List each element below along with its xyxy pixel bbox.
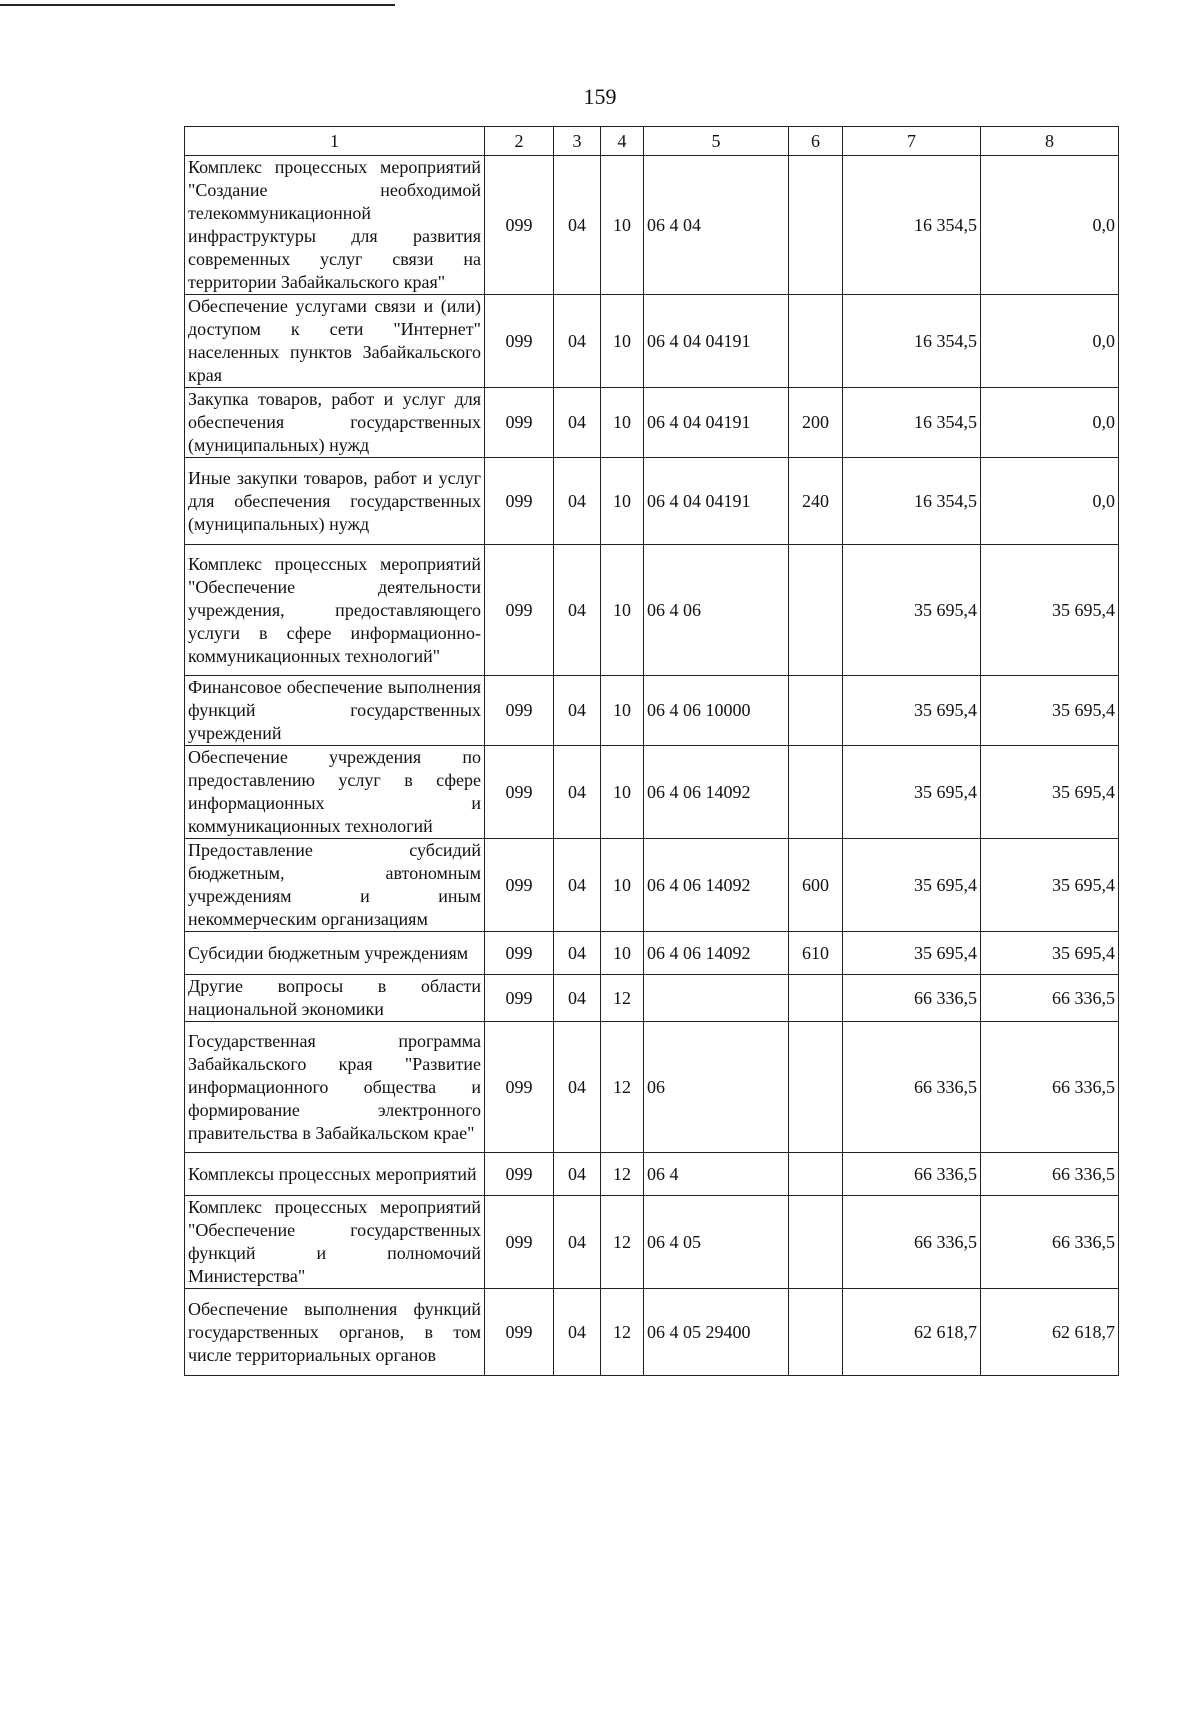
cell-amount-year-1: 16 354,5: [843, 295, 981, 388]
cell-target-article: 06 4 06: [644, 545, 789, 676]
cell-name: Комплексы процессных мероприятий: [185, 1153, 485, 1196]
table-row: [185, 676, 1119, 746]
cell-grbs: 099: [485, 388, 554, 458]
cell-grbs: 099: [485, 156, 554, 295]
table-row: [185, 932, 1119, 975]
cell-expense-type: [789, 1289, 843, 1376]
cell-name: Комплекс процессных мероприятий "Создание необходимой телекоммуникационной инфраструктуры для развития современных услуг связи на территории Забайкальского края": [185, 156, 485, 295]
cell-subsection: 10: [601, 545, 644, 676]
cell-target-article: 06 4 05 29400: [644, 1289, 789, 1376]
column-header: 4: [601, 127, 644, 156]
table-row: [185, 1153, 1119, 1196]
cell-section: 04: [554, 839, 601, 932]
cell-amount-year-2: 35 695,4: [981, 545, 1119, 676]
cell-section: 04: [554, 458, 601, 545]
cell-target-article: 06 4 04 04191: [644, 458, 789, 545]
cell-expense-type: [789, 295, 843, 388]
table-row: [185, 545, 1119, 676]
cell-amount-year-1: 35 695,4: [843, 932, 981, 975]
cell-expense-type: 610: [789, 932, 843, 975]
cell-target-article: 06: [644, 1022, 789, 1153]
cell-target-article: 06 4 05: [644, 1196, 789, 1289]
cell-target-article: 06 4 06 14092: [644, 932, 789, 975]
cell-amount-year-1: 16 354,5: [843, 458, 981, 545]
cell-subsection: 12: [601, 1153, 644, 1196]
cell-grbs: 099: [485, 932, 554, 975]
cell-section: 04: [554, 975, 601, 1022]
cell-subsection: 10: [601, 295, 644, 388]
cell-section: 04: [554, 676, 601, 746]
page-number: 159: [583, 84, 617, 109]
column-header: 3: [554, 127, 601, 156]
cell-amount-year-1: 62 618,7: [843, 1289, 981, 1376]
column-header: 7: [843, 127, 981, 156]
cell-section: 04: [554, 932, 601, 975]
cell-expense-type: [789, 1196, 843, 1289]
cell-amount-year-1: 66 336,5: [843, 1153, 981, 1196]
table-row: [185, 746, 1119, 839]
cell-subsection: 10: [601, 388, 644, 458]
cell-target-article: 06 4 06 14092: [644, 839, 789, 932]
cell-amount-year-2: 66 336,5: [981, 1153, 1119, 1196]
cell-grbs: 099: [485, 545, 554, 676]
table-row: [185, 295, 1119, 388]
cell-subsection: 10: [601, 156, 644, 295]
cell-expense-type: [789, 156, 843, 295]
cell-grbs: 099: [485, 1196, 554, 1289]
cell-grbs: 099: [485, 975, 554, 1022]
cell-grbs: 099: [485, 839, 554, 932]
table-row: [185, 156, 1119, 295]
cell-target-article: 06 4 06 14092: [644, 746, 789, 839]
cell-amount-year-2: 35 695,4: [981, 932, 1119, 975]
cell-name: Иные закупки товаров, работ и услуг для обеспечения государственных (муниципальных) нужд: [185, 458, 485, 545]
cell-name: Обеспечение выполнения функций государственных органов, в том числе территориальных органов: [185, 1289, 485, 1376]
cell-section: 04: [554, 1196, 601, 1289]
cell-subsection: 12: [601, 1196, 644, 1289]
cell-expense-type: 600: [789, 839, 843, 932]
cell-expense-type: [789, 975, 843, 1022]
cell-name: Комплекс процессных мероприятий "Обеспечение деятельности учреждения, предоставляющего услуги в сфере информационно-коммуникационных технологий": [185, 545, 485, 676]
cell-target-article: 06 4 04 04191: [644, 388, 789, 458]
cell-amount-year-2: 66 336,5: [981, 1022, 1119, 1153]
table-row: [185, 839, 1119, 932]
cell-expense-type: [789, 545, 843, 676]
cell-subsection: 10: [601, 932, 644, 975]
cell-amount-year-2: 62 618,7: [981, 1289, 1119, 1376]
cell-amount-year-2: 0,0: [981, 458, 1119, 545]
cell-expense-type: [789, 676, 843, 746]
cell-expense-type: 200: [789, 388, 843, 458]
cell-name: Обеспечение учреждения по предоставлению услуг в сфере информационных и коммуникационных технологий: [185, 746, 485, 839]
cell-subsection: 12: [601, 1289, 644, 1376]
cell-amount-year-2: 0,0: [981, 388, 1119, 458]
table-row: [185, 458, 1119, 545]
cell-amount-year-1: 16 354,5: [843, 388, 981, 458]
cell-target-article: 06 4: [644, 1153, 789, 1196]
cell-subsection: 12: [601, 1022, 644, 1153]
cell-name: Финансовое обеспечение выполнения функций государственных учреждений: [185, 676, 485, 746]
cell-grbs: 099: [485, 1289, 554, 1376]
cell-grbs: 099: [485, 676, 554, 746]
cell-name: Закупка товаров, работ и услуг для обеспечения государственных (муниципальных) нужд: [185, 388, 485, 458]
cell-grbs: 099: [485, 746, 554, 839]
cell-section: 04: [554, 295, 601, 388]
cell-amount-year-1: 35 695,4: [843, 746, 981, 839]
top-rule: [0, 4, 395, 6]
cell-grbs: 099: [485, 1153, 554, 1196]
cell-amount-year-1: 16 354,5: [843, 156, 981, 295]
cell-name: Государственная программа Забайкальского края "Развитие информационного общества и формирование электронного правительства в Забайкальском крае": [185, 1022, 485, 1153]
cell-amount-year-2: 66 336,5: [981, 1196, 1119, 1289]
cell-amount-year-1: 66 336,5: [843, 975, 981, 1022]
cell-subsection: 12: [601, 975, 644, 1022]
cell-amount-year-1: 66 336,5: [843, 1022, 981, 1153]
cell-section: 04: [554, 1153, 601, 1196]
table-row: [185, 1022, 1119, 1153]
cell-section: 04: [554, 1022, 601, 1153]
column-header: 8: [981, 127, 1119, 156]
cell-amount-year-2: 0,0: [981, 156, 1119, 295]
cell-amount-year-1: 66 336,5: [843, 1196, 981, 1289]
cell-expense-type: [789, 1022, 843, 1153]
column-header: 5: [644, 127, 789, 156]
cell-amount-year-2: 0,0: [981, 295, 1119, 388]
table-row: [185, 975, 1119, 1022]
cell-section: 04: [554, 156, 601, 295]
cell-target-article: 06 4 04 04191: [644, 295, 789, 388]
table-header-row: [185, 127, 1119, 156]
cell-name: Субсидии бюджетным учреждениям: [185, 932, 485, 975]
cell-name: Другие вопросы в области национальной экономики: [185, 975, 485, 1022]
cell-target-article: 06 4 06 10000: [644, 676, 789, 746]
budget-table: [184, 126, 1119, 1376]
cell-amount-year-2: 35 695,4: [981, 676, 1119, 746]
cell-section: 04: [554, 1289, 601, 1376]
cell-expense-type: 240: [789, 458, 843, 545]
cell-amount-year-1: 35 695,4: [843, 839, 981, 932]
cell-section: 04: [554, 545, 601, 676]
cell-name: Предоставление субсидий бюджетным, автономным учреждениям и иным некоммерческим организациям: [185, 839, 485, 932]
cell-name: Обеспечение услугами связи и (или) доступом к сети "Интернет" населенных пунктов Забайкальского края: [185, 295, 485, 388]
cell-amount-year-2: 35 695,4: [981, 746, 1119, 839]
cell-section: 04: [554, 746, 601, 839]
cell-grbs: 099: [485, 1022, 554, 1153]
cell-expense-type: [789, 746, 843, 839]
cell-grbs: 099: [485, 295, 554, 388]
cell-amount-year-2: 35 695,4: [981, 839, 1119, 932]
cell-expense-type: [789, 1153, 843, 1196]
cell-target-article: [644, 975, 789, 1022]
cell-amount-year-1: 35 695,4: [843, 676, 981, 746]
cell-amount-year-2: 66 336,5: [981, 975, 1119, 1022]
cell-subsection: 10: [601, 676, 644, 746]
table-row: [185, 1289, 1119, 1376]
cell-subsection: 10: [601, 746, 644, 839]
cell-amount-year-1: 35 695,4: [843, 545, 981, 676]
table-row: [185, 1196, 1119, 1289]
column-header: 6: [789, 127, 843, 156]
cell-subsection: 10: [601, 839, 644, 932]
cell-name: Комплекс процессных мероприятий "Обеспечение государственных функций и полномочий Министерства": [185, 1196, 485, 1289]
table-body: [185, 156, 1119, 1376]
table-row: [185, 388, 1119, 458]
cell-target-article: 06 4 04: [644, 156, 789, 295]
column-header: 2: [485, 127, 554, 156]
cell-section: 04: [554, 388, 601, 458]
cell-subsection: 10: [601, 458, 644, 545]
column-header: 1: [185, 127, 485, 156]
cell-grbs: 099: [485, 458, 554, 545]
